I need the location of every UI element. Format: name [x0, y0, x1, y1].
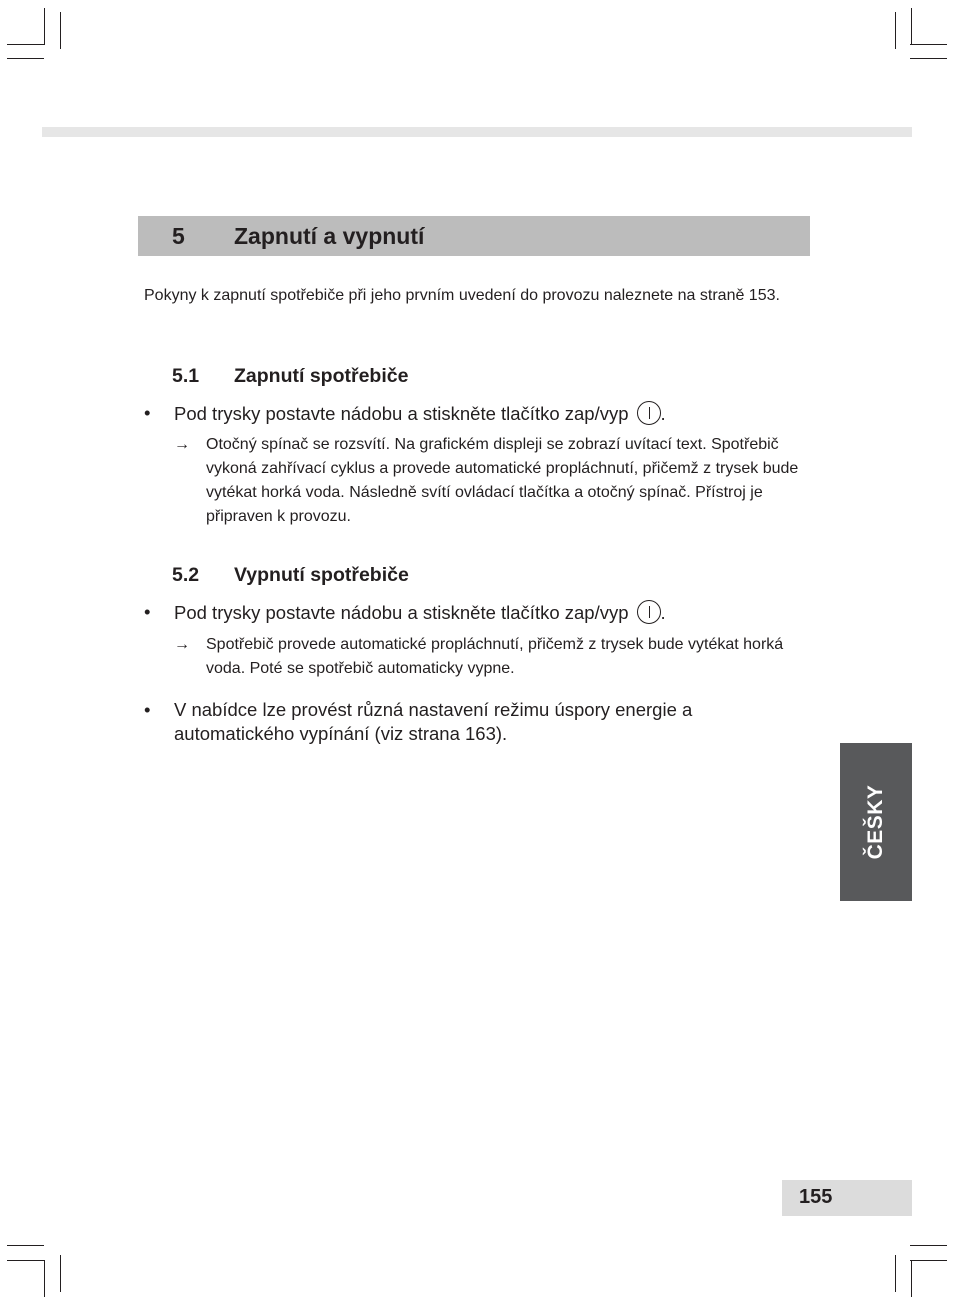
- language-tab: [840, 743, 912, 901]
- bullet-icon: •: [144, 601, 151, 622]
- page-number-box: [782, 1180, 912, 1216]
- section-title: Zapnutí spotřebiče: [234, 365, 409, 387]
- instruction-text: V nabídce lze provést různá nastavení režimu úspory energie a automatického vypínání (viz strana 163).: [174, 699, 693, 744]
- language-label: ČEŠKY: [864, 784, 887, 860]
- chapter-title: Zapnutí a vypnutí: [234, 222, 425, 249]
- intro-paragraph: Pokyny k zapnutí spotřebiče při jeho prvním uvedení do provozu naleznete na straně 153.: [144, 287, 780, 304]
- instruction-text: Pod trysky postavte nádobu a stiskněte tlačítko zap/vyp: [174, 602, 629, 623]
- page-number: 155: [799, 1186, 833, 1208]
- chapter-number: 5: [172, 222, 185, 249]
- instruction-text: Pod trysky postavte nádobu a stiskněte tlačítko zap/vyp: [174, 403, 629, 424]
- power-button-icon: [637, 600, 661, 624]
- arrow-right-icon: →: [174, 436, 190, 453]
- bullet-icon: •: [144, 699, 151, 720]
- arrow-right-icon: →: [174, 636, 190, 653]
- result-text: Otočný spínač se rozsvítí. Na grafickém displeji se zobrazí uvítací text. Spotřebič vykoná zahřívací cyklus a provede automatické propláchnutí, přičemž z trysek bude vytékat horká voda. Následně svítí ovládací tlačítka a otočný spínač. Přístroj je připraven k provozu.: [206, 436, 799, 525]
- power-button-icon: [637, 401, 661, 425]
- bullet-icon: •: [144, 402, 151, 423]
- result-text: Spotřebič provede automatické propláchnutí, přičemž z trysek bude vytékat horká voda. Poté se spotřebič automaticky vypne.: [206, 636, 784, 677]
- section-title: Vypnutí spotřebiče: [234, 564, 409, 586]
- section-number: 5.1: [172, 365, 200, 387]
- section-number: 5.2: [172, 564, 200, 586]
- period: .: [660, 403, 666, 424]
- header-rule: [42, 127, 912, 137]
- period: .: [660, 602, 666, 623]
- chapter-heading: [138, 216, 810, 256]
